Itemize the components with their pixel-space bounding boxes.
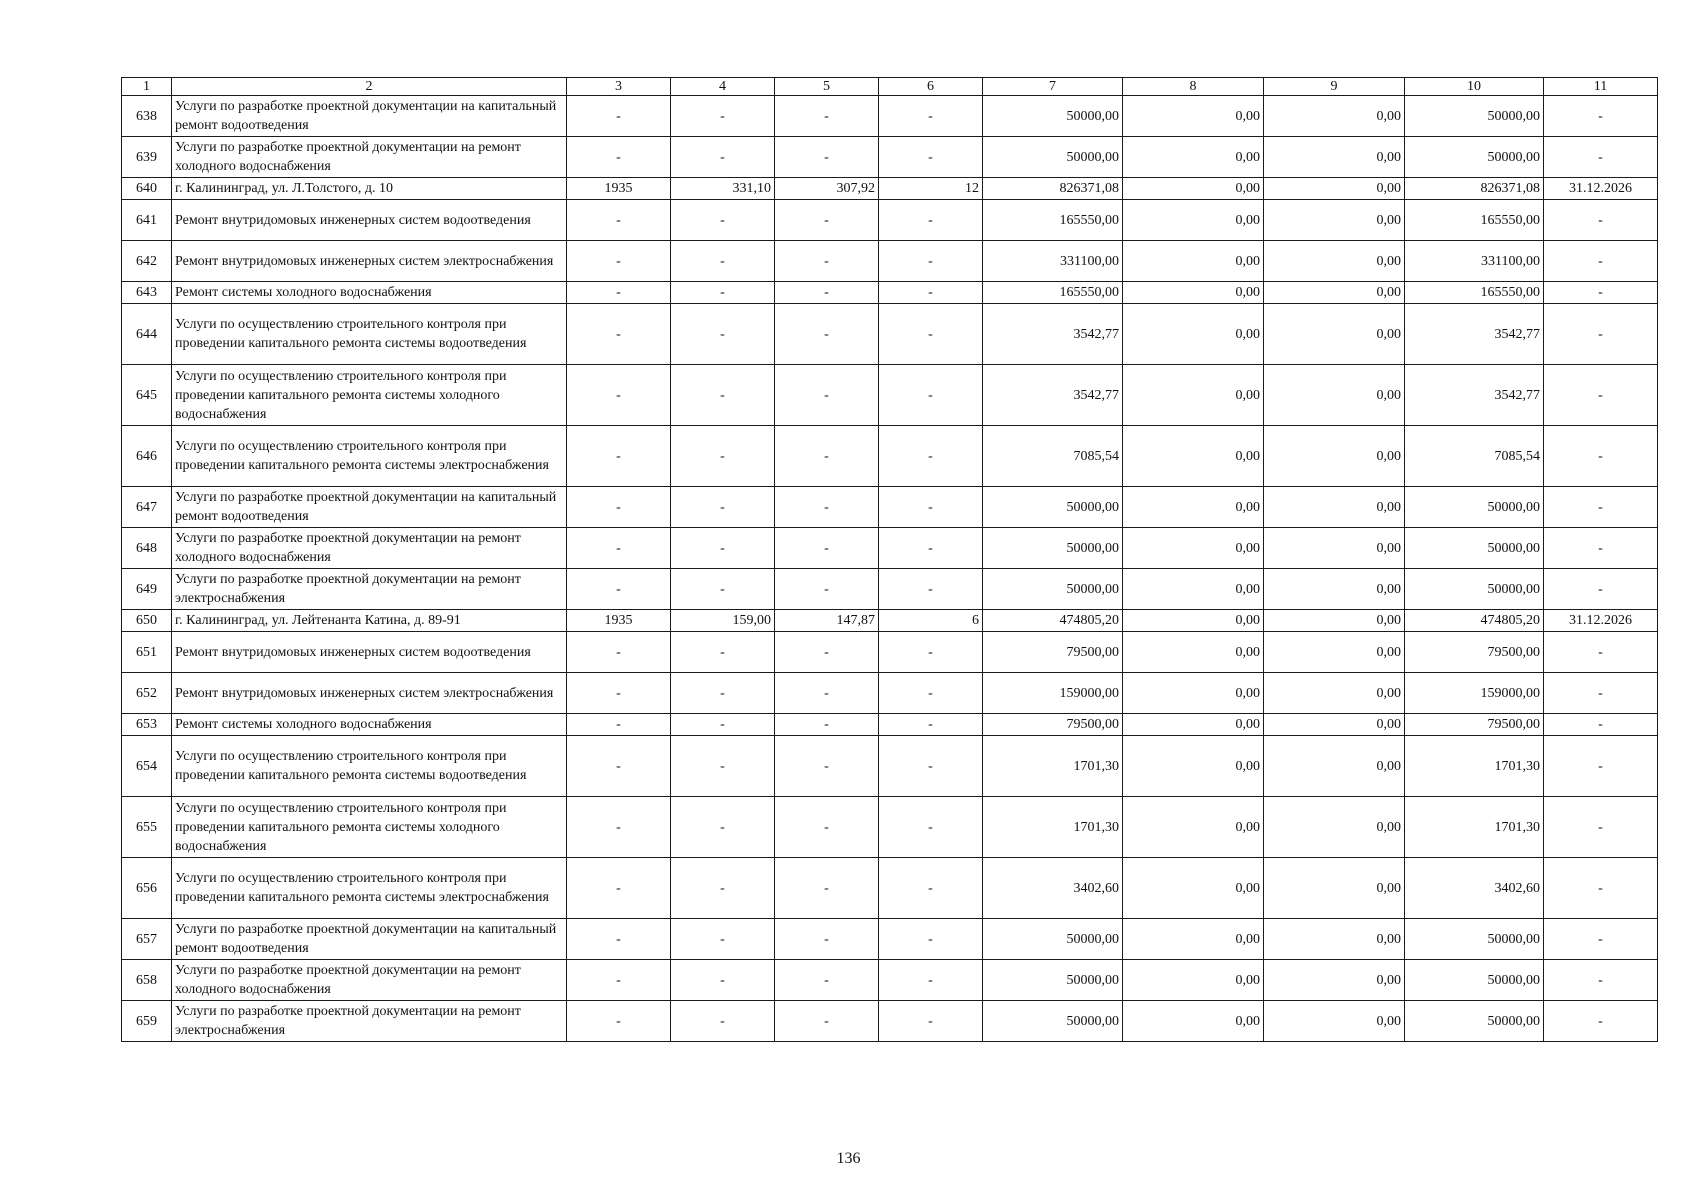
header-cell: 2 <box>172 78 567 96</box>
col7-cell: 50000,00 <box>983 137 1123 178</box>
col10-cell: 3542,77 <box>1405 365 1544 426</box>
col11-cell: - <box>1544 736 1658 797</box>
row-name: Услуги по осуществлению строительного контроля при проведении капитального ремонта системы водоотведения <box>172 736 567 797</box>
col8-cell: 0,00 <box>1123 241 1264 282</box>
col7-cell: 50000,00 <box>983 96 1123 137</box>
row-name: Услуги по осуществлению строительного контроля при проведении капитального ремонта системы водоотведения <box>172 304 567 365</box>
col9-cell: 0,00 <box>1264 96 1405 137</box>
table-row <box>122 528 1658 569</box>
col10-cell: 159000,00 <box>1405 673 1544 714</box>
works-table <box>121 77 1658 1042</box>
col5-cell: - <box>775 528 879 569</box>
col9-cell: 0,00 <box>1264 426 1405 487</box>
col4-cell: - <box>671 736 775 797</box>
col10-cell: 50000,00 <box>1405 569 1544 610</box>
col8-cell: 0,00 <box>1123 960 1264 1001</box>
table-body <box>122 96 1658 1042</box>
col8-cell: 0,00 <box>1123 528 1264 569</box>
col9-cell: 0,00 <box>1264 1001 1405 1042</box>
col11-cell: - <box>1544 365 1658 426</box>
col6-cell: - <box>879 304 983 365</box>
col9-cell: 0,00 <box>1264 200 1405 241</box>
col10-cell: 3542,77 <box>1405 304 1544 365</box>
col7-cell: 331100,00 <box>983 241 1123 282</box>
col10-cell: 3402,60 <box>1405 858 1544 919</box>
table-row <box>122 304 1658 365</box>
col9-cell: 0,00 <box>1264 714 1405 736</box>
row-name: г. Калининград, ул. Л.Толстого, д. 10 <box>172 178 567 200</box>
col11-cell: - <box>1544 1001 1658 1042</box>
col11-cell: - <box>1544 858 1658 919</box>
col6-cell: - <box>879 487 983 528</box>
table-row <box>122 178 1658 200</box>
col8-cell: 0,00 <box>1123 282 1264 304</box>
row-name: Услуги по разработке проектной документации на капитальный ремонт водоотведения <box>172 487 567 528</box>
col11-cell: - <box>1544 714 1658 736</box>
col4-cell: - <box>671 714 775 736</box>
col6-cell: - <box>879 137 983 178</box>
table-row <box>122 282 1658 304</box>
row-name: Ремонт внутридомовых инженерных систем электроснабжения <box>172 241 567 282</box>
col3-cell: - <box>567 137 671 178</box>
col4-cell: - <box>671 137 775 178</box>
col7-cell: 3542,77 <box>983 304 1123 365</box>
header-cell: 9 <box>1264 78 1405 96</box>
col6-cell: 6 <box>879 610 983 632</box>
row-number: 644 <box>122 304 172 365</box>
col3-cell: - <box>567 797 671 858</box>
col10-cell: 50000,00 <box>1405 1001 1544 1042</box>
col5-cell: - <box>775 96 879 137</box>
col11-cell: - <box>1544 282 1658 304</box>
row-number: 645 <box>122 365 172 426</box>
col3-cell: - <box>567 736 671 797</box>
col4-cell: - <box>671 304 775 365</box>
col10-cell: 50000,00 <box>1405 137 1544 178</box>
col8-cell: 0,00 <box>1123 304 1264 365</box>
col4-cell: - <box>671 673 775 714</box>
col6-cell: - <box>879 797 983 858</box>
col5-cell: - <box>775 426 879 487</box>
col10-cell: 50000,00 <box>1405 960 1544 1001</box>
col11-cell: - <box>1544 304 1658 365</box>
col9-cell: 0,00 <box>1264 487 1405 528</box>
row-name: г. Калининград, ул. Лейтенанта Катина, д. 89-91 <box>172 610 567 632</box>
col4-cell: - <box>671 200 775 241</box>
col7-cell: 3402,60 <box>983 858 1123 919</box>
row-name: Услуги по осуществлению строительного контроля при проведении капитального ремонта системы холодного водоснабжения <box>172 797 567 858</box>
col6-cell: - <box>879 714 983 736</box>
col11-cell: - <box>1544 673 1658 714</box>
table-row <box>122 673 1658 714</box>
col7-cell: 474805,20 <box>983 610 1123 632</box>
col7-cell: 79500,00 <box>983 714 1123 736</box>
col8-cell: 0,00 <box>1123 426 1264 487</box>
col4-cell: - <box>671 1001 775 1042</box>
col10-cell: 50000,00 <box>1405 487 1544 528</box>
col11-cell: 31.12.2026 <box>1544 178 1658 200</box>
col4-cell: - <box>671 919 775 960</box>
col5-cell: - <box>775 960 879 1001</box>
col8-cell: 0,00 <box>1123 632 1264 673</box>
table-row <box>122 797 1658 858</box>
row-name: Ремонт внутридомовых инженерных систем водоотведения <box>172 632 567 673</box>
col6-cell: - <box>879 528 983 569</box>
col6-cell: - <box>879 736 983 797</box>
col11-cell: - <box>1544 797 1658 858</box>
row-number: 642 <box>122 241 172 282</box>
row-number: 658 <box>122 960 172 1001</box>
col7-cell: 165550,00 <box>983 200 1123 241</box>
row-number: 655 <box>122 797 172 858</box>
row-name: Услуги по разработке проектной документации на капитальный ремонт водоотведения <box>172 96 567 137</box>
col8-cell: 0,00 <box>1123 200 1264 241</box>
col5-cell: - <box>775 919 879 960</box>
row-name: Ремонт системы холодного водоснабжения <box>172 714 567 736</box>
col10-cell: 474805,20 <box>1405 610 1544 632</box>
row-name: Услуги по осуществлению строительного контроля при проведении капитального ремонта системы холодного водоснабжения <box>172 365 567 426</box>
table-row <box>122 137 1658 178</box>
header-cell: 7 <box>983 78 1123 96</box>
col8-cell: 0,00 <box>1123 858 1264 919</box>
col3-cell: 1935 <box>567 178 671 200</box>
col3-cell: - <box>567 282 671 304</box>
col9-cell: 0,00 <box>1264 610 1405 632</box>
table-row <box>122 96 1658 137</box>
col4-cell: - <box>671 528 775 569</box>
col9-cell: 0,00 <box>1264 960 1405 1001</box>
col7-cell: 165550,00 <box>983 282 1123 304</box>
col8-cell: 0,00 <box>1123 797 1264 858</box>
col7-cell: 3542,77 <box>983 365 1123 426</box>
col3-cell: - <box>567 304 671 365</box>
table-row <box>122 960 1658 1001</box>
col6-cell: - <box>879 673 983 714</box>
row-name: Услуги по осуществлению строительного контроля при проведении капитального ремонта системы электроснабжения <box>172 426 567 487</box>
col5-cell: - <box>775 200 879 241</box>
col6-cell: - <box>879 1001 983 1042</box>
col9-cell: 0,00 <box>1264 569 1405 610</box>
page-number: 136 <box>836 1150 861 1167</box>
col5-cell: - <box>775 632 879 673</box>
col9-cell: 0,00 <box>1264 673 1405 714</box>
row-number: 651 <box>122 632 172 673</box>
col5-cell: - <box>775 797 879 858</box>
col8-cell: 0,00 <box>1123 736 1264 797</box>
col10-cell: 165550,00 <box>1405 282 1544 304</box>
col5-cell: - <box>775 487 879 528</box>
col6-cell: - <box>879 282 983 304</box>
row-number: 659 <box>122 1001 172 1042</box>
col9-cell: 0,00 <box>1264 137 1405 178</box>
col7-cell: 1701,30 <box>983 736 1123 797</box>
col5-cell: - <box>775 858 879 919</box>
row-number: 640 <box>122 178 172 200</box>
header-cell: 4 <box>671 78 775 96</box>
col6-cell: - <box>879 632 983 673</box>
row-name: Услуги по разработке проектной документации на капитальный ремонт водоотведения <box>172 919 567 960</box>
col6-cell: - <box>879 365 983 426</box>
col8-cell: 0,00 <box>1123 137 1264 178</box>
table-row <box>122 200 1658 241</box>
col6-cell: - <box>879 858 983 919</box>
col11-cell: - <box>1544 200 1658 241</box>
row-number: 641 <box>122 200 172 241</box>
col3-cell: - <box>567 426 671 487</box>
col10-cell: 165550,00 <box>1405 200 1544 241</box>
col4-cell: 159,00 <box>671 610 775 632</box>
col4-cell: - <box>671 282 775 304</box>
row-number: 647 <box>122 487 172 528</box>
col10-cell: 79500,00 <box>1405 714 1544 736</box>
row-name: Ремонт внутридомовых инженерных систем электроснабжения <box>172 673 567 714</box>
col3-cell: - <box>567 1001 671 1042</box>
col9-cell: 0,00 <box>1264 797 1405 858</box>
table-row <box>122 365 1658 426</box>
row-name: Ремонт системы холодного водоснабжения <box>172 282 567 304</box>
col4-cell: - <box>671 960 775 1001</box>
col7-cell: 50000,00 <box>983 487 1123 528</box>
col10-cell: 826371,08 <box>1405 178 1544 200</box>
col4-cell: - <box>671 487 775 528</box>
col9-cell: 0,00 <box>1264 241 1405 282</box>
col7-cell: 79500,00 <box>983 632 1123 673</box>
col6-cell: - <box>879 569 983 610</box>
col9-cell: 0,00 <box>1264 736 1405 797</box>
col3-cell: - <box>567 714 671 736</box>
col10-cell: 50000,00 <box>1405 528 1544 569</box>
col10-cell: 50000,00 <box>1405 919 1544 960</box>
col11-cell: - <box>1544 241 1658 282</box>
table-row <box>122 714 1658 736</box>
col4-cell: - <box>671 797 775 858</box>
col3-cell: 1935 <box>567 610 671 632</box>
col10-cell: 7085,54 <box>1405 426 1544 487</box>
col3-cell: - <box>567 632 671 673</box>
table-row <box>122 569 1658 610</box>
col11-cell: - <box>1544 528 1658 569</box>
col7-cell: 50000,00 <box>983 919 1123 960</box>
col5-cell: - <box>775 282 879 304</box>
header-cell: 1 <box>122 78 172 96</box>
col9-cell: 0,00 <box>1264 858 1405 919</box>
header-cell: 10 <box>1405 78 1544 96</box>
col4-cell: - <box>671 858 775 919</box>
col8-cell: 0,00 <box>1123 96 1264 137</box>
col8-cell: 0,00 <box>1123 714 1264 736</box>
col4-cell: - <box>671 96 775 137</box>
col8-cell: 0,00 <box>1123 487 1264 528</box>
col8-cell: 0,00 <box>1123 365 1264 426</box>
header-cell: 5 <box>775 78 879 96</box>
col7-cell: 50000,00 <box>983 960 1123 1001</box>
col3-cell: - <box>567 673 671 714</box>
col5-cell: - <box>775 1001 879 1042</box>
col8-cell: 0,00 <box>1123 1001 1264 1042</box>
table-row <box>122 487 1658 528</box>
row-number: 652 <box>122 673 172 714</box>
col6-cell: - <box>879 96 983 137</box>
col5-cell: - <box>775 673 879 714</box>
row-number: 639 <box>122 137 172 178</box>
col3-cell: - <box>567 241 671 282</box>
col3-cell: - <box>567 487 671 528</box>
col11-cell: - <box>1544 487 1658 528</box>
row-number: 646 <box>122 426 172 487</box>
table-row <box>122 919 1658 960</box>
col4-cell: - <box>671 365 775 426</box>
table-row <box>122 610 1658 632</box>
col8-cell: 0,00 <box>1123 569 1264 610</box>
table-row <box>122 1001 1658 1042</box>
row-name: Услуги по осуществлению строительного контроля при проведении капитального ремонта системы электроснабжения <box>172 858 567 919</box>
col3-cell: - <box>567 200 671 241</box>
row-number: 643 <box>122 282 172 304</box>
col7-cell: 50000,00 <box>983 1001 1123 1042</box>
col7-cell: 1701,30 <box>983 797 1123 858</box>
col5-cell: - <box>775 365 879 426</box>
col3-cell: - <box>567 528 671 569</box>
table-row <box>122 736 1658 797</box>
col8-cell: 0,00 <box>1123 610 1264 632</box>
col5-cell: 147,87 <box>775 610 879 632</box>
col5-cell: 307,92 <box>775 178 879 200</box>
col7-cell: 826371,08 <box>983 178 1123 200</box>
col5-cell: - <box>775 304 879 365</box>
col9-cell: 0,00 <box>1264 304 1405 365</box>
col9-cell: 0,00 <box>1264 528 1405 569</box>
col9-cell: 0,00 <box>1264 365 1405 426</box>
col3-cell: - <box>567 960 671 1001</box>
row-name: Услуги по разработке проектной документации на ремонт холодного водоснабжения <box>172 528 567 569</box>
header-cell: 6 <box>879 78 983 96</box>
col6-cell: - <box>879 960 983 1001</box>
table-row <box>122 241 1658 282</box>
row-number: 638 <box>122 96 172 137</box>
col5-cell: - <box>775 714 879 736</box>
col4-cell: 331,10 <box>671 178 775 200</box>
col3-cell: - <box>567 858 671 919</box>
col6-cell: - <box>879 426 983 487</box>
col10-cell: 50000,00 <box>1405 96 1544 137</box>
col4-cell: - <box>671 569 775 610</box>
col6-cell: - <box>879 919 983 960</box>
row-number: 656 <box>122 858 172 919</box>
col5-cell: - <box>775 736 879 797</box>
col9-cell: 0,00 <box>1264 282 1405 304</box>
col4-cell: - <box>671 241 775 282</box>
col11-cell: 31.12.2026 <box>1544 610 1658 632</box>
row-number: 657 <box>122 919 172 960</box>
col11-cell: - <box>1544 632 1658 673</box>
col5-cell: - <box>775 137 879 178</box>
col6-cell: 12 <box>879 178 983 200</box>
col3-cell: - <box>567 919 671 960</box>
header-cell: 8 <box>1123 78 1264 96</box>
col3-cell: - <box>567 569 671 610</box>
header-row <box>122 78 1658 96</box>
col6-cell: - <box>879 200 983 241</box>
col9-cell: 0,00 <box>1264 178 1405 200</box>
row-name: Услуги по разработке проектной документации на ремонт электроснабжения <box>172 569 567 610</box>
col4-cell: - <box>671 426 775 487</box>
col8-cell: 0,00 <box>1123 673 1264 714</box>
col3-cell: - <box>567 365 671 426</box>
col11-cell: - <box>1544 96 1658 137</box>
col5-cell: - <box>775 569 879 610</box>
col11-cell: - <box>1544 569 1658 610</box>
col11-cell: - <box>1544 137 1658 178</box>
col4-cell: - <box>671 632 775 673</box>
col11-cell: - <box>1544 960 1658 1001</box>
header-cell: 3 <box>567 78 671 96</box>
row-name: Услуги по разработке проектной документации на ремонт холодного водоснабжения <box>172 137 567 178</box>
row-number: 653 <box>122 714 172 736</box>
col6-cell: - <box>879 241 983 282</box>
col8-cell: 0,00 <box>1123 919 1264 960</box>
row-name: Ремонт внутридомовых инженерных систем водоотведения <box>172 200 567 241</box>
col5-cell: - <box>775 241 879 282</box>
table-row <box>122 426 1658 487</box>
row-number: 649 <box>122 569 172 610</box>
col3-cell: - <box>567 96 671 137</box>
row-number: 648 <box>122 528 172 569</box>
col10-cell: 1701,30 <box>1405 797 1544 858</box>
col10-cell: 79500,00 <box>1405 632 1544 673</box>
col10-cell: 331100,00 <box>1405 241 1544 282</box>
header-cell: 11 <box>1544 78 1658 96</box>
row-name: Услуги по разработке проектной документации на ремонт электроснабжения <box>172 1001 567 1042</box>
col7-cell: 159000,00 <box>983 673 1123 714</box>
col11-cell: - <box>1544 919 1658 960</box>
col7-cell: 50000,00 <box>983 569 1123 610</box>
row-number: 654 <box>122 736 172 797</box>
col9-cell: 0,00 <box>1264 632 1405 673</box>
col10-cell: 1701,30 <box>1405 736 1544 797</box>
col7-cell: 7085,54 <box>983 426 1123 487</box>
col9-cell: 0,00 <box>1264 919 1405 960</box>
row-name: Услуги по разработке проектной документации на ремонт холодного водоснабжения <box>172 960 567 1001</box>
row-number: 650 <box>122 610 172 632</box>
table-row <box>122 632 1658 673</box>
col11-cell: - <box>1544 426 1658 487</box>
col7-cell: 50000,00 <box>983 528 1123 569</box>
col8-cell: 0,00 <box>1123 178 1264 200</box>
table-row <box>122 858 1658 919</box>
